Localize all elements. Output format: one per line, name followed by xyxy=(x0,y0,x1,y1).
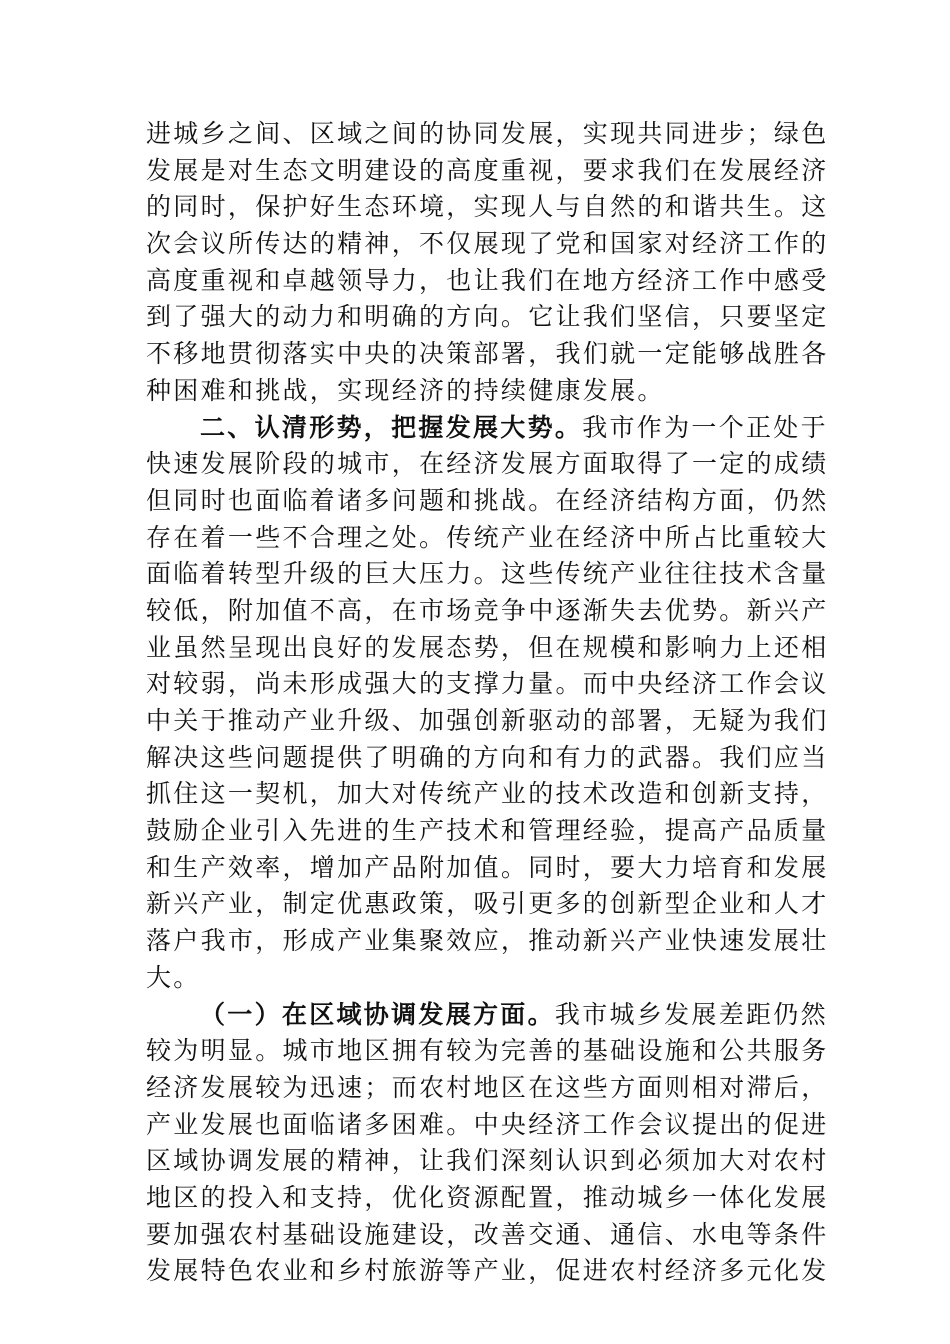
text-line: 种困难和挑战，实现经济的持续健康发展。 xyxy=(146,375,665,405)
text-line: 不移地贯彻落实中央的决策部署，我们就一定能够战胜各 xyxy=(146,339,829,369)
text-line: 地区的投入和支持，优化资源配置，推动城乡一体化发展 xyxy=(146,1182,829,1212)
text-line: 面临着转型升级的巨大压力。这些传统产业往往技术含量 xyxy=(146,559,829,589)
text-line: 解决这些问题提供了明确的方向和有力的武器。我们应当 xyxy=(146,742,829,772)
subsection-heading-continuation: 我市城乡发展差距仍然 xyxy=(554,999,828,1029)
text-line: 到了强大的动力和明确的方向。它让我们坚信，只要坚定 xyxy=(146,302,829,332)
text-line: 要加强农村基础设施建设，改善交通、通信、水电等条件 xyxy=(146,1219,829,1249)
section-heading-continuation: 我市作为一个正处于 xyxy=(582,412,828,442)
text-line: 高度重视和卓越领导力，也让我们在地方经济工作中感受 xyxy=(146,265,829,295)
text-line: 次会议所传达的精神，不仅展现了党和国家对经济工作的 xyxy=(146,229,829,259)
text-line: 较低，附加值不高，在市场竞争中逐渐失去优势。新兴产 xyxy=(146,595,829,625)
text-line: 落户我市，形成产业集聚效应，推动新兴产业快速发展壮 xyxy=(146,926,829,956)
text-line: 业虽然呈现出良好的发展态势，但在规模和影响力上还相 xyxy=(146,632,829,662)
document-body xyxy=(146,116,829,1290)
text-line: 产业发展也面临诸多困难。中央经济工作会议提出的促进 xyxy=(146,1109,829,1139)
text-line: 但同时也面临着诸多问题和挑战。在经济结构方面，仍然 xyxy=(146,485,829,515)
text-line: 抓住这一契机，加大对传统产业的技术改造和创新支持， xyxy=(146,779,829,809)
text-line: 发展是对生态文明建设的高度重视，要求我们在发展经济 xyxy=(146,155,829,185)
section-heading-line xyxy=(146,410,828,447)
text-line: 进城乡之间、区域之间的协同发展，实现共同进步；绿色 xyxy=(146,119,829,148)
text-line: 发展特色农业和乡村旅游等产业，促进农村经济多元化发 xyxy=(146,1256,829,1286)
text-line: 快速发展阶段的城市，在经济发展方面取得了一定的成绩 xyxy=(146,449,829,479)
text-line: 大。 xyxy=(146,962,201,992)
subsection-heading: （一）在区域协调发展方面。 xyxy=(200,999,555,1029)
text-line: 存在着一些不合理之处。传统产业在经济中所占比重较大 xyxy=(146,522,829,552)
text-line: 经济发展较为迅速；而农村地区在这些方面则相对滞后， xyxy=(146,1072,829,1102)
subsection-heading-line xyxy=(146,997,828,1034)
text-line: 对较弱，尚未形成强大的支撑力量。而中央经济工作会议 xyxy=(146,669,829,699)
section-heading: 二、认清形势，把握发展大势。 xyxy=(200,412,583,442)
text-line: 区域协调发展的精神，让我们深刻认识到必须加大对农村 xyxy=(146,1146,829,1176)
text-line: 鼓励企业引入先进的生产技术和管理经验，提高产品质量 xyxy=(146,816,829,846)
text-line: 的同时，保护好生态环境，实现人与自然的和谐共生。这 xyxy=(146,192,829,222)
text-line: 较为明显。城市地区拥有较为完善的基础设施和公共服务 xyxy=(146,1036,829,1066)
text-line: 中关于推动产业升级、加强创新驱动的部署，无疑为我们 xyxy=(146,706,829,735)
text-line: 新兴产业，制定优惠政策，吸引更多的创新型企业和人才 xyxy=(146,889,829,919)
text-line: 和生产效率，增加产品附加值。同时，要大力培育和发展 xyxy=(146,852,829,882)
